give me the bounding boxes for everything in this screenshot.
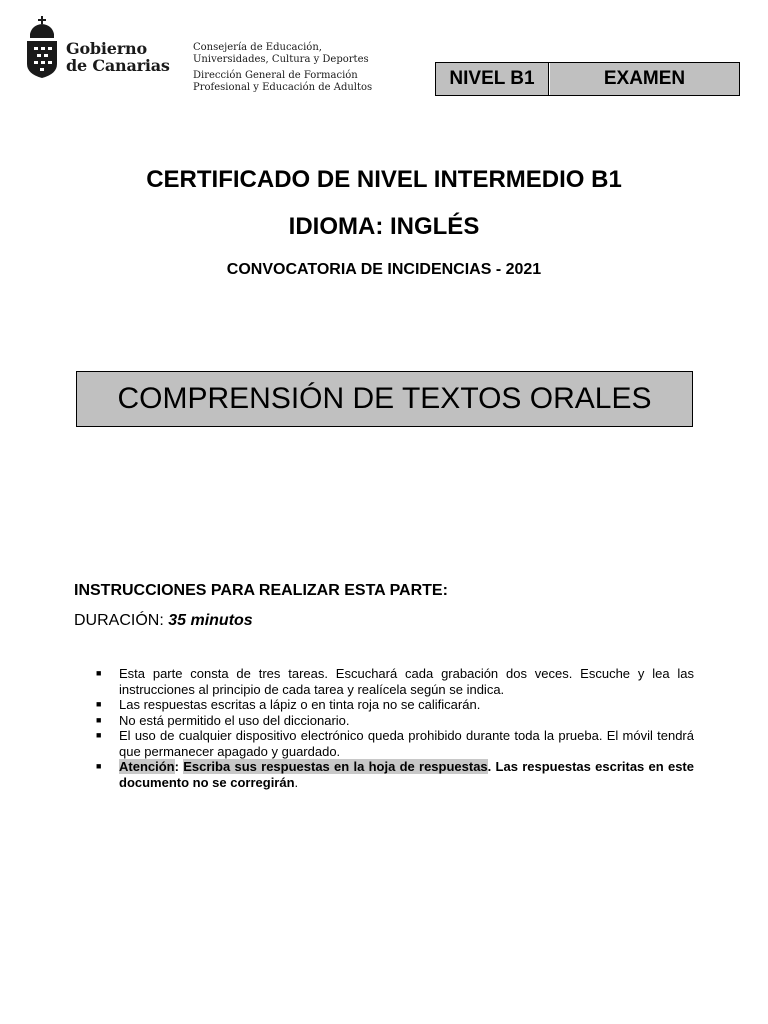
instructions-list — [96, 666, 694, 790]
attention-end: . — [294, 774, 299, 790]
consejeria-line1: Consejería de Educación, — [193, 42, 322, 53]
direccion-block — [193, 70, 372, 94]
list-item-text: El uso de cualquier dispositivo electrónico queda prohibido durante toda la prueba. El móvil tendrá que permanecer apagado y guardado. — [119, 728, 694, 759]
section-title: COMPRENSIÓN DE TEXTOS ORALES — [76, 371, 693, 427]
duration-value: 35 minutos — [168, 612, 253, 629]
bullet-icon: ■ — [96, 761, 102, 771]
list-item — [96, 728, 694, 759]
list-item — [96, 666, 694, 697]
government-name-line1: Gobierno — [66, 39, 147, 58]
bullet-icon: ■ — [96, 714, 102, 725]
level-label: NIVEL B1 — [436, 63, 549, 95]
attention-colon: : — [174, 759, 179, 774]
government-name-line2: de Canarias — [66, 56, 170, 75]
list-item-text: Las respuestas escritas a lápiz o en tinta roja no se calificarán. — [119, 697, 481, 712]
language-title: IDIOMA: INGLÉS — [288, 213, 480, 240]
consejeria-block — [193, 42, 369, 66]
direccion-line1: Dirección General de Formación — [193, 70, 358, 81]
bullet-icon: ■ — [96, 730, 102, 740]
bullet-icon: ■ — [96, 699, 102, 709]
instructions-heading: INSTRUCCIONES PARA REALIZAR ESTA PARTE: — [74, 582, 448, 599]
direccion-line2: Profesional y Educación de Adultos — [193, 82, 373, 93]
session-title: CONVOCATORIA DE INCIDENCIAS - 2021 — [226, 261, 542, 278]
certificate-title: CERTIFICADO DE NIVEL INTERMEDIO B1 — [146, 166, 622, 193]
attention-item — [96, 759, 694, 790]
list-item-text: Esta parte consta de tres tareas. Escuchará cada grabación dos veces. Escuche y lea las instrucciones al principio de cada tarea y realícela según se indica. — [119, 666, 694, 697]
exam-label: EXAMEN — [550, 63, 739, 95]
list-item — [96, 713, 694, 729]
consejeria-line2: Universidades, Cultura y Deportes — [193, 54, 369, 65]
attention-rest: . Las respuestas escritas en este documento no se corregirán — [119, 759, 694, 790]
coat-of-arms-logo — [24, 16, 60, 80]
attention-text — [119, 759, 694, 790]
level-exam-box — [435, 62, 740, 96]
government-name — [66, 40, 170, 74]
list-item-text: No está permitido el uso del diccionario. — [119, 712, 350, 728]
bullet-icon: ■ — [96, 668, 102, 678]
duration-label: DURACIÓN: — [74, 612, 164, 629]
duration-line — [74, 612, 253, 630]
attention-highlight: Escriba sus respuestas en la hoja de respuestas — [183, 759, 488, 774]
list-item — [96, 697, 694, 713]
attention-label: Atención — [119, 759, 175, 774]
